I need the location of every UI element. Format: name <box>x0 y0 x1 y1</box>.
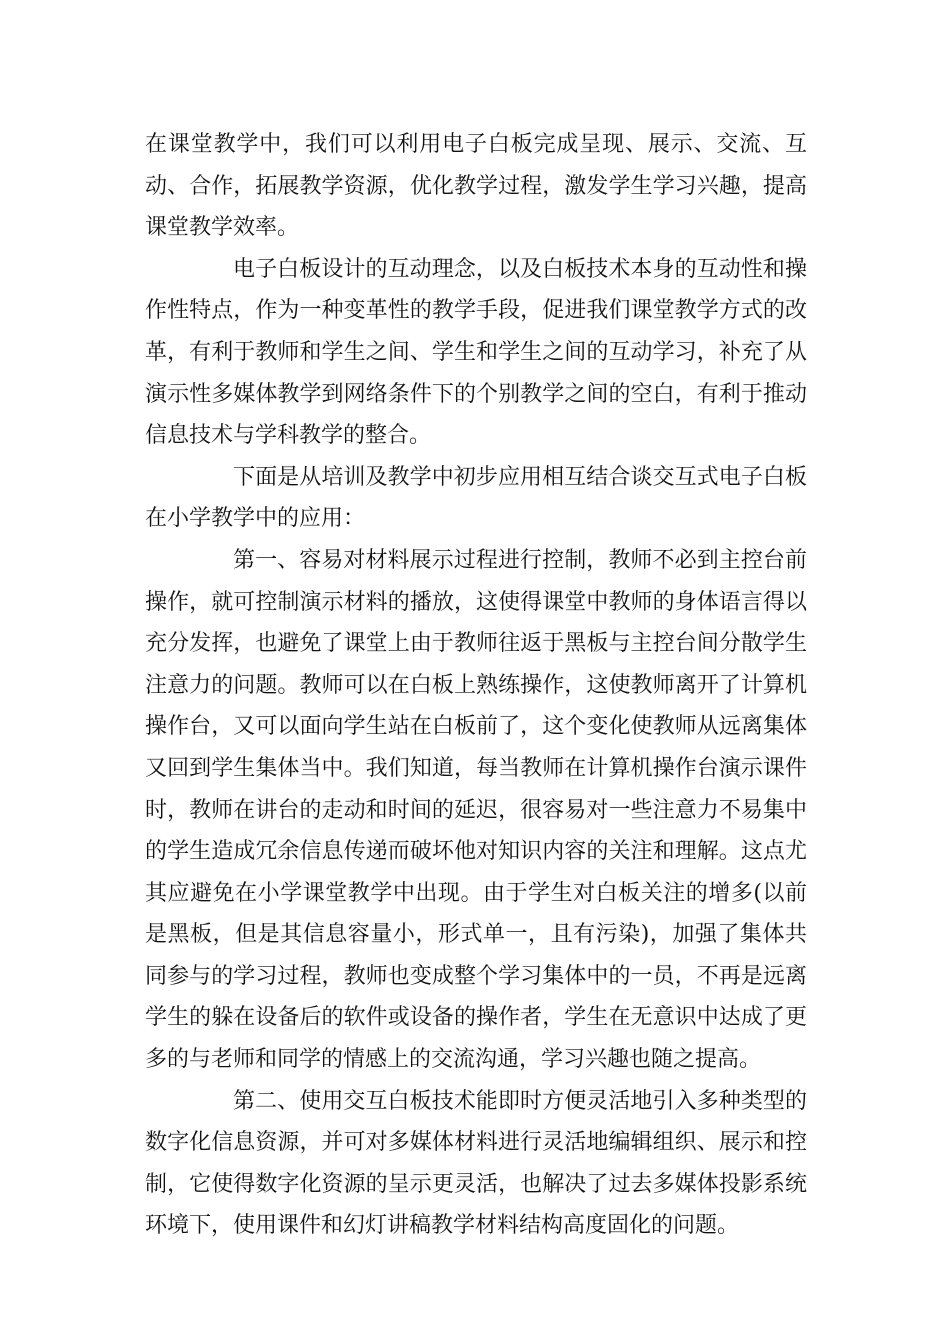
document-body <box>145 124 807 1247</box>
paragraph-4: 第一、容易对材料展示过程进行控制，教师不必到主控台前操作，就可控制演示材料的播放，这使得课堂中教师的身体语言得以充分发挥，也避免了课堂上由于教师往返于黑板与主控台间分散学生注意力的问题。教师可以在白板上熟练操作，这使教师离开了计算机操作台，又可以面向学生站在白板前了，这个变化使教师从远离集体又回到学生集体当中。我们知道，每当教师在计算机操作台演示课件时，教师在讲台的走动和时间的延迟，很容易对一些注意力不易集中的学生造成冗余信息传递而破坏他对知识内容的关注和理解。这点尤其应避免在小学课堂教学中出现。由于学生对白板关注的增多(以前是黑板，但是其信息容量小，形式单一，且有污染)，加强了集体共同参与的学习过程，教师也变成整个学习集体中的一员，不再是远离学生的躲在设备后的软件或设备的操作者，学生在无意识中达成了更多的与老师和同学的情感上的交流沟通，学习兴趣也随之提高。 <box>145 547 807 1073</box>
paragraph-5: 第二、使用交互白板技术能即时方便灵活地引入多种类型的数字化信息资源，并可对多媒体材料进行灵活地编辑组织、展示和控制，它使得数字化资源的呈示更灵活，也解决了过去多媒体投影系统环境下，使用课件和幻灯讲稿教学材料结构高度固化的问题。 <box>145 1088 807 1239</box>
paragraph-1: 在课堂教学中，我们可以利用电子白板完成呈现、展示、交流、互动、合作，拓展教学资源，优化教学过程，激发学生学习兴趣，提高课堂教学效率。 <box>145 132 807 241</box>
paragraph-3: 下面是从培训及教学中初步应用相互结合谈交互式电子白板在小学教学中的应用： <box>145 464 807 532</box>
paragraph-2: 电子白板设计的互动理念，以及白板技术本身的互动性和操作性特点，作为一种变革性的教学手段，促进我们课堂教学方式的改革，有利于教师和学生之间、学生和学生之间的互动学习，补充了从演示性多媒体教学到网络条件下的个别教学之间的空白，有利于推动信息技术与学科教学的整合。 <box>145 256 807 449</box>
